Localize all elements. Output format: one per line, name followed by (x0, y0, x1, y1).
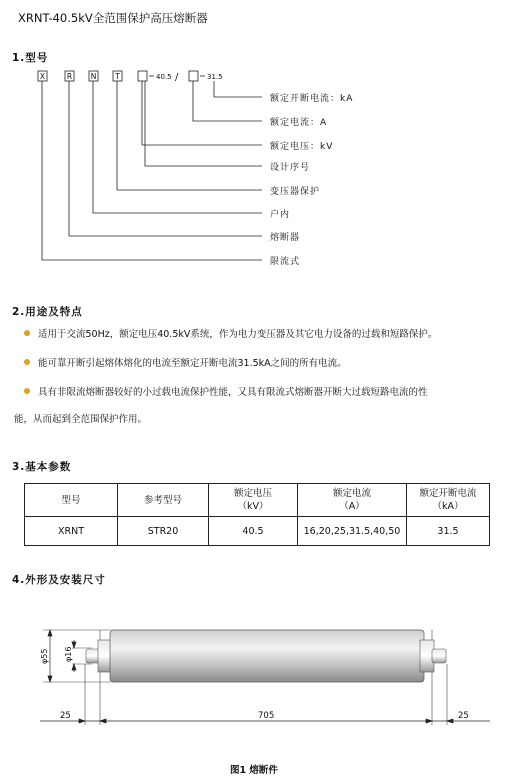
dim-body-length: 705 (258, 711, 275, 721)
section-model-heading: 1.型号 (12, 52, 49, 64)
header-rated-voltage: 额定电压 （kV） (209, 484, 298, 517)
dim-right-length: 25 (458, 711, 469, 721)
dim-left-length: 25 (60, 711, 71, 721)
label-fuse: 熔断器 (270, 233, 301, 243)
figure-caption: 图1 熔断件 (230, 765, 278, 776)
label-indoor: 户内 (270, 210, 291, 220)
code-letter-t: T (115, 72, 120, 81)
label-rated-current: 额定电流：A (270, 118, 328, 128)
section-parameters-heading: 3.基本参数 (12, 461, 72, 473)
code-slash: / (175, 72, 179, 83)
current-suffix: 31.5 (207, 73, 223, 81)
code-letter-n: N (90, 72, 97, 81)
section-dimensions-heading: 4.外形及安装尺寸 (12, 574, 106, 586)
feature-item-3-continued: 能，从而起到全范围保护作用。 (14, 414, 148, 425)
cell-reference-model: STR20 (118, 517, 209, 546)
dim-inner-diameter: φ16 (64, 646, 73, 662)
right-contact-pin (432, 649, 446, 663)
fuse-tube (110, 630, 424, 682)
cell-rated-voltage: 40.5 (209, 517, 298, 546)
header-rated-current: 额定电流 （A） (298, 484, 407, 517)
label-breaking-current: 额定开断电流：kA (270, 94, 354, 104)
feature-item-2: 能可靠开断引起熔体熔化的电流至额定开断电流31.5kA之间的所有电流。 (38, 358, 347, 369)
section-features-heading: 2.用途及特点 (12, 306, 83, 318)
label-rated-voltage: 额定电压：kV (270, 142, 334, 152)
label-design-serial: 设计序号 (270, 163, 311, 173)
cell-rated-current: 16,20,25,31.5,40,50 (298, 517, 407, 546)
code-letter-r: R (66, 72, 73, 81)
header-breaking-current: 额定开断电流 （kA） (407, 484, 490, 517)
label-transformer-protection: 变压器保护 (270, 187, 321, 197)
cell-breaking-current: 31.5 (407, 517, 490, 546)
dim-outer-diameter: φ55 (40, 648, 49, 664)
feature-item-3: 具有非限流熔断器较好的小过载电流保护性能，又具有限流式熔断器开断大过载短路电流的性 (38, 387, 428, 398)
header-reference-model: 参考型号 (118, 484, 209, 517)
code-letter-x: X (39, 72, 46, 81)
voltage-suffix: 40.5 (156, 73, 172, 81)
feature-item-1: 适用于交流50Hz，额定电压40.5kV系统，作为电力变压器及其它电力设备的过载和短路保护。 (38, 329, 438, 340)
label-current-limiting: 限流式 (270, 257, 301, 267)
cell-model: XRNT (25, 517, 118, 546)
header-model: 型号 (25, 484, 118, 517)
document-title: XRNT-40.5kV全范围保护高压熔断器 (18, 11, 208, 25)
